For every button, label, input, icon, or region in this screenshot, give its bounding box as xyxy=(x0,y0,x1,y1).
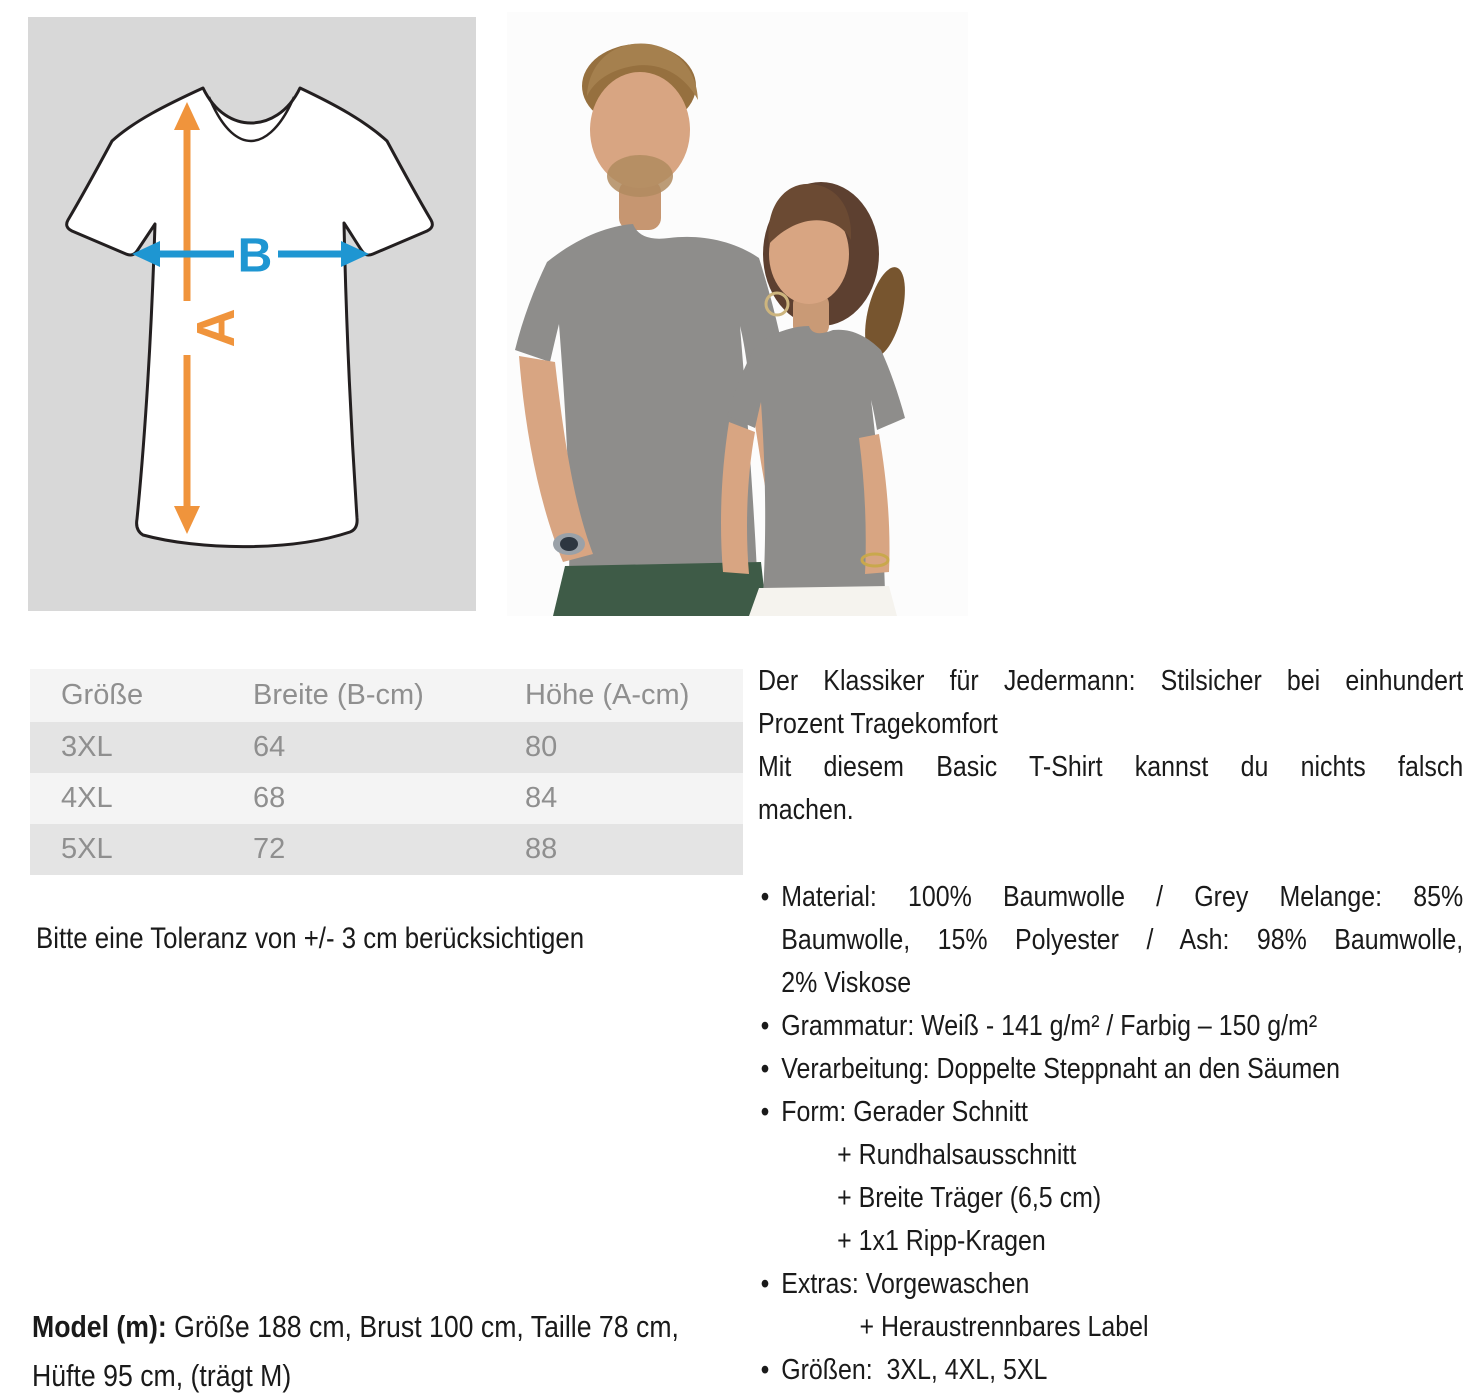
bullet-form-sub: + Breite Träger (6,5 cm) xyxy=(837,1182,1102,1214)
bullet-text: Material: 100% Baumwolle / Grey Melange: 85% xyxy=(781,881,1464,913)
width-cell: 72 xyxy=(253,833,286,865)
width-cell: 68 xyxy=(253,782,286,814)
bullet-verarbeitung xyxy=(758,1048,1463,1091)
size-cell: 4XL xyxy=(61,782,113,814)
watch xyxy=(553,533,585,555)
model-info-line1 xyxy=(32,1302,754,1351)
description-line: Prozent Tragekomfort xyxy=(758,708,998,740)
woman-pants xyxy=(749,586,897,616)
bullet-marker: • xyxy=(760,1010,770,1042)
model-info-line2: Hüfte 95 cm, (trägt M) xyxy=(32,1358,292,1393)
model-info-measurements: Größe 188 cm, Brust 100 cm, Taille 78 cm, xyxy=(166,1309,679,1344)
bullet-material-cont: Baumwolle, 15% Polyester / Ash: 98% Baumwolle, xyxy=(781,924,1464,956)
bullet-form-sub: + Rundhalsausschnitt xyxy=(837,1139,1077,1171)
bullet-text: Verarbeitung: Doppelte Steppnaht an den Säumen xyxy=(781,1053,1341,1085)
bullet-marker: • xyxy=(760,1096,770,1128)
description-line: Der Klassiker für Jedermann: Stilsicher bei einhundert xyxy=(758,665,1464,697)
model-info xyxy=(32,1302,754,1400)
description-line: machen. xyxy=(758,794,854,826)
tolerance-note: Bitte eine Toleranz von +/- 3 cm berücksichtigen xyxy=(36,922,585,955)
col-header-breite: Breite (B-cm) xyxy=(253,679,424,711)
bullet-marker: • xyxy=(760,1268,770,1300)
height-label-a: A xyxy=(186,308,246,348)
product-description xyxy=(758,660,1463,1392)
col-header-hoehe: Höhe (A-cm) xyxy=(525,679,690,711)
description-line: Mit diesem Basic T-Shirt kannst du nichts falsch xyxy=(758,751,1464,783)
bullet-form xyxy=(758,1091,1463,1134)
bullet-extras xyxy=(758,1263,1463,1306)
height-cell: 80 xyxy=(525,731,558,763)
bullet-marker: • xyxy=(760,1053,770,1085)
size-table-header-row xyxy=(30,669,743,722)
table-row xyxy=(30,773,743,824)
width-cell: 64 xyxy=(253,731,286,763)
bullet-marker: • xyxy=(760,1354,770,1386)
bullet-groessen xyxy=(758,1349,1463,1392)
bullet-material-cont: 2% Viskose xyxy=(781,967,912,999)
bullet-text: Größen: 3XL, 4XL, 5XL xyxy=(781,1354,1048,1386)
col-header-groesse: Größe xyxy=(61,679,144,711)
bullet-grammatur xyxy=(758,1005,1463,1048)
width-label-b: B xyxy=(237,229,273,283)
models-photo xyxy=(507,12,968,616)
bullet-text: Extras: Vorgewaschen xyxy=(781,1268,1030,1300)
height-cell: 88 xyxy=(525,833,558,865)
tshirt-outline xyxy=(67,88,433,547)
bullet-text: Grammatur: Weiß - 141 g/m² / Farbig – 150 g/m² xyxy=(781,1010,1318,1042)
size-table xyxy=(30,669,743,875)
size-cell: 5XL xyxy=(61,833,113,865)
bullet-material xyxy=(758,876,1463,919)
table-row xyxy=(30,824,743,875)
bullet-marker: • xyxy=(760,881,770,913)
height-cell: 84 xyxy=(525,782,558,814)
size-diagram-panel xyxy=(28,17,476,611)
table-row xyxy=(30,722,743,773)
model-info-label: Model (m): xyxy=(32,1309,167,1344)
bullet-extras-sub: + Heraustrennbares Label xyxy=(859,1311,1149,1343)
bullet-form-sub: + 1x1 Ripp-Kragen xyxy=(837,1225,1046,1257)
models-illustration xyxy=(507,12,968,616)
size-cell: 3XL xyxy=(61,731,113,763)
bullet-text: Form: Gerader Schnitt xyxy=(781,1096,1028,1128)
tshirt-measure-diagram xyxy=(28,17,476,611)
